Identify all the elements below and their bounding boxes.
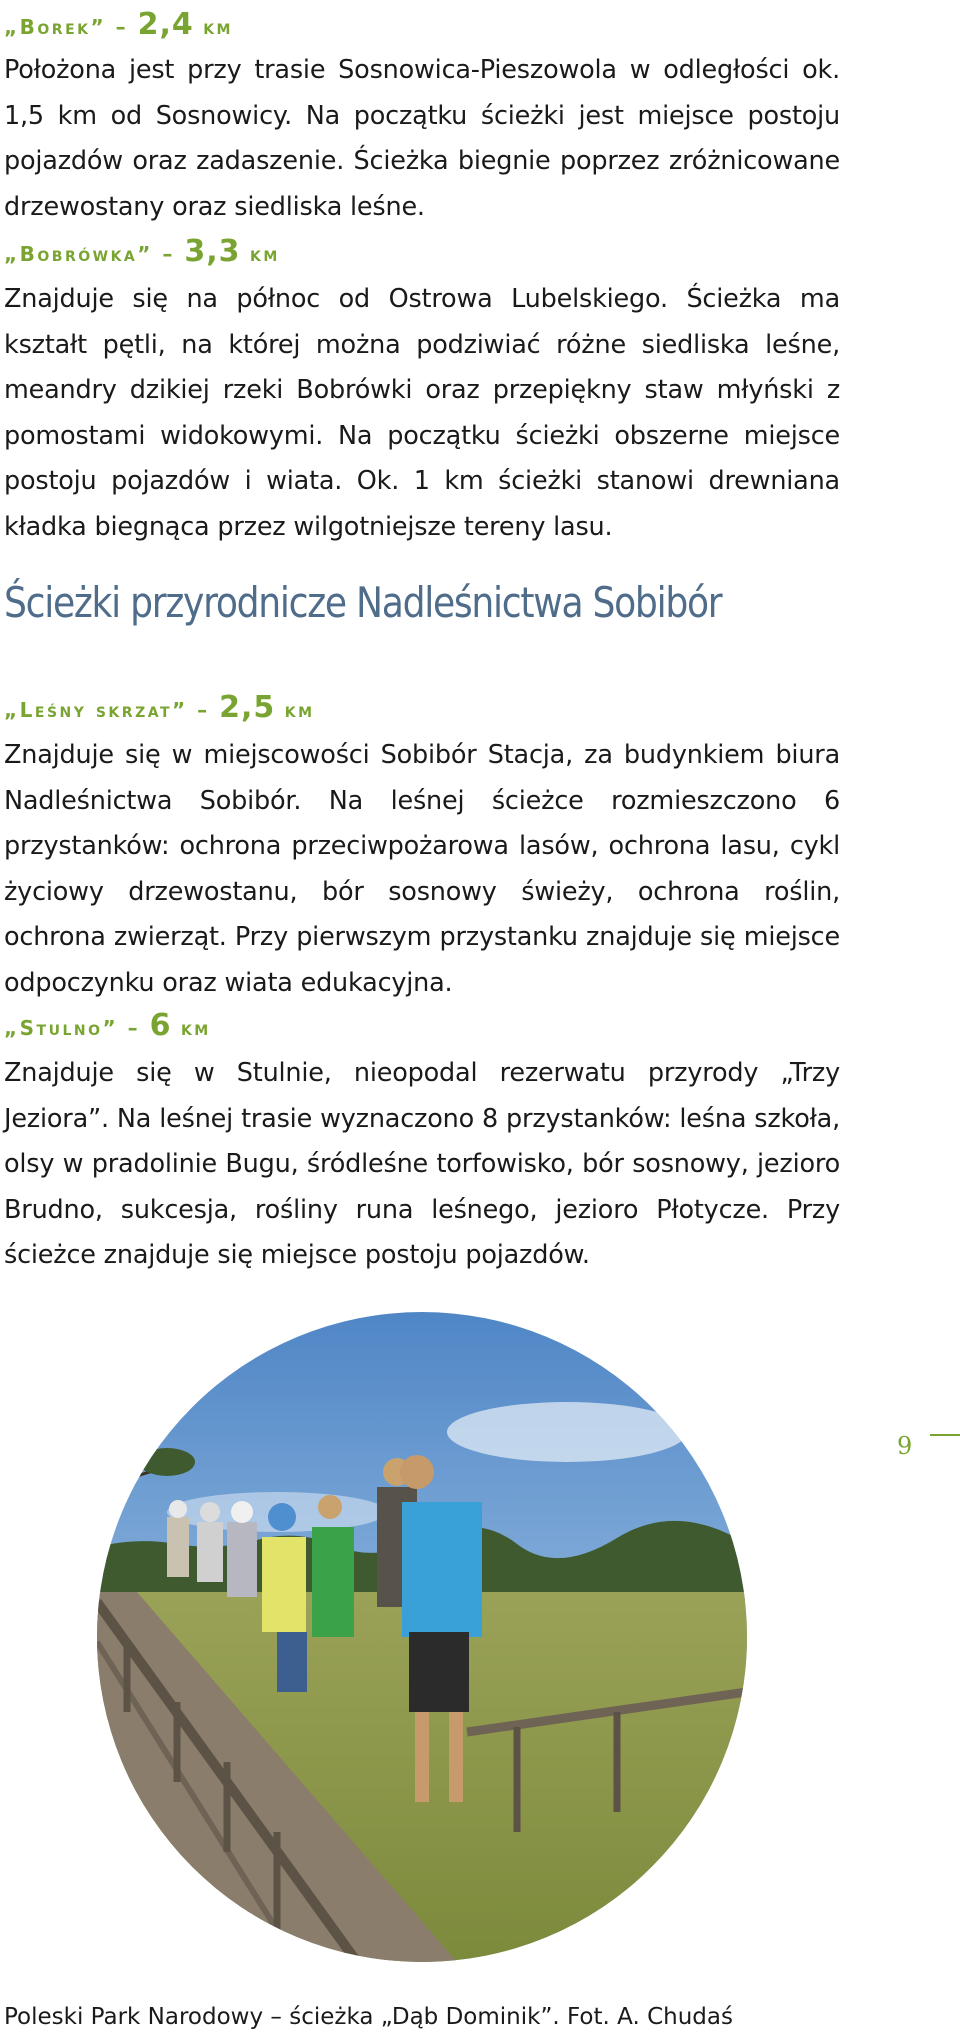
page-number: 9 — [897, 1432, 913, 1460]
trail-description: Położona jest przy trasie Sosnowica-Pieszowola w odległości ok. 1,5 km od Sosnowicy. Na początku ścieżki jest miejsce postoju pojazdów oraz zadaszenie. Ścieżka biegnie poprzez zróżnicowane drzewostany oraz siedliska leśne. — [4, 55, 840, 222]
trail-dash: – — [118, 1016, 150, 1040]
page-number-rule — [930, 1434, 960, 1436]
trail-bobrowka — [4, 234, 840, 550]
trail-dash: – — [152, 242, 185, 266]
trail-heading — [4, 7, 840, 42]
trail-stulno — [4, 1008, 840, 1279]
cloud — [447, 1402, 687, 1462]
trail-description: Znajduje się w Stulnie, nieopodal rezerwatu przyrody „Trzy Jeziora”. Na leśnej trasie wyznaczono 8 przystanków: leśna szkoła, olsy w pradolinie Bugu, śródleśne torfowisko, bór sosnowy, jezioro Brudno, sukcesja, rośliny runa leśnego, jezioro Płotycze. Przy ścieżce znajduje się miejsce postoju pojazdów. — [4, 1058, 840, 1270]
trail-unit: km — [180, 1016, 211, 1040]
trail-heading — [4, 690, 840, 725]
trail-dash: – — [106, 15, 138, 39]
trail-heading — [4, 1008, 840, 1043]
trail-name: „Borek” — [4, 15, 107, 39]
trail-unit: km — [249, 242, 280, 266]
trail-heading — [4, 234, 840, 269]
trail-distance: 2,4 — [137, 7, 194, 42]
trail-distance: 6 — [149, 1008, 172, 1043]
photo-caption: Poleski Park Narodowy – ścieżka „Dąb Dominik”. Fot. A. Chudaś — [4, 2004, 733, 2030]
pine-needles — [139, 1448, 195, 1476]
trail-unit: km — [203, 15, 233, 39]
trail-lesny-skrzat — [4, 690, 840, 1006]
trail-unit: km — [284, 698, 315, 722]
trail-dash: – — [187, 698, 220, 722]
trail-distance: 3,3 — [184, 234, 241, 269]
trail-description: Znajduje się na północ od Ostrowa Lubelskiego. Ścieżka ma kształt pętli, na której można podziwiać różne siedliska leśne, meandry dzikiej rzeki Bobrówki oraz przepiękny staw młyński z pomostami widokowymi. Na początku ścieżki obszerne miejsce postoju pojazdów i wiata. Ok. 1 km ścieżki stanowi drewniana kładka biegnąca przez wilgotniejsze tereny lasu. — [4, 284, 840, 542]
photo-cyclists-boardwalk — [97, 1312, 747, 1962]
section-title: Ścieżki przyrodnicze Nadleśnictwa Sobibór — [4, 578, 722, 627]
trail-name: „Stulno” — [4, 1016, 119, 1040]
trail-name: „Leśny skrzat” — [4, 698, 188, 722]
trail-description: Znajduje się w miejscowości Sobibór Stacja, za budynkiem biura Nadleśnictwa Sobibór. Na leśnej ścieżce rozmieszczono 6 przystanków: ochrona przeciwpożarowa lasów, ochrona lasu, cykl życiowy drzewostanu, bór sosnowy świeży, ochrona roślin, ochrona zwierząt. Przy pierwszym przystanku znajduje się miejsce odpoczynku oraz wiata edukacyjna. — [4, 740, 840, 998]
trail-distance: 2,5 — [219, 690, 276, 725]
photo-illustration — [97, 1312, 747, 1962]
trail-name: „Bobrówka” — [4, 242, 153, 266]
trail-borek — [4, 7, 840, 230]
